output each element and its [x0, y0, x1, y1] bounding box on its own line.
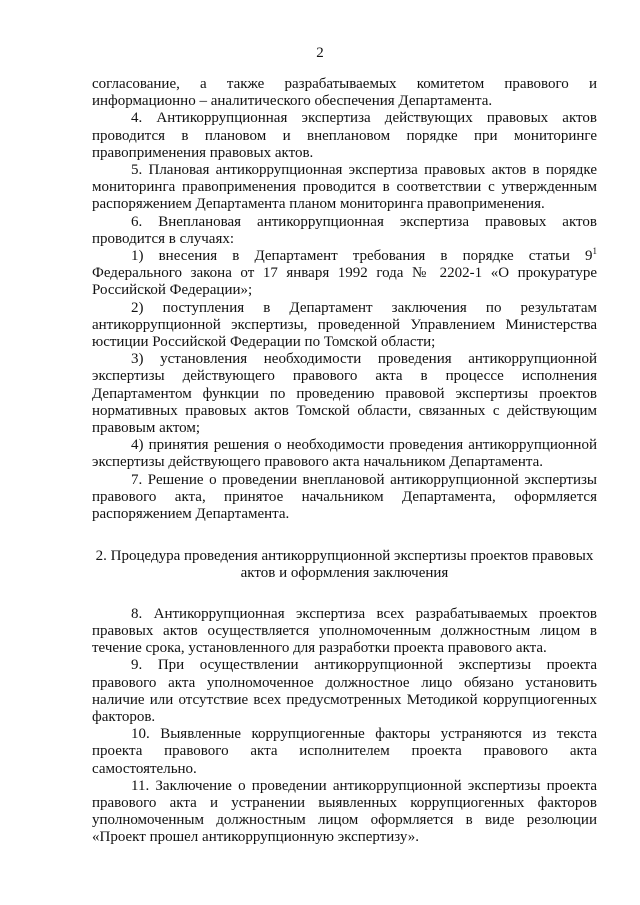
paragraph: 6. Внеплановая антикоррупционная экспертиза правовых актов проводится в случаях:	[92, 213, 597, 247]
page-number: 2	[316, 45, 324, 61]
section-heading-line: актов и оформления заключения	[240, 565, 449, 582]
paragraph: 3) установления необходимости проведения антикоррупционной экспертизы действующего правового акта в процессе исполнения Департаментом функции по проведению правовой экспертизы проектов нормативных правовых актов Томской области, связанных с действующим правовым актом;	[92, 351, 597, 437]
section-heading	[92, 548, 597, 582]
paragraph: 10. Выявленные коррупциогенные факторы устраняются из текста проекта правового акта исполнителем проекта правового акта самостоятельно.	[92, 726, 597, 777]
list-item-1	[92, 248, 597, 300]
paragraph: 4) принятия решения о необходимости проведения антикоррупционной экспертизы действующего правового акта начальником Департамента.	[92, 437, 597, 471]
list-item-1-text-b: Федерального закона от 17 января 1992 года № 2202-1 «О прокуратуре Российской Федерации»;	[92, 265, 597, 299]
document-body	[92, 76, 597, 847]
paragraph: 8. Антикоррупционная экспертиза всех разрабатываемых проектов правовых актов осуществляется уполномоченным должностным лицом в течение срока, установленного для разработки проекта правового акта.	[92, 605, 597, 657]
paragraph: 2) поступления в Департамент заключения по результатам антикоррупционной экспертизы, проведенной Управлением Министерства юстиции Российской Федерации по Томской области;	[92, 299, 597, 351]
paragraph: согласование, а также разрабатываемых комитетом правового и информационно – аналитического обеспечения Департамента.	[92, 76, 597, 110]
section-heading-line: 2. Процедура проведения антикоррупционной экспертизы проектов правовых	[95, 548, 594, 565]
paragraph-group-after	[92, 300, 597, 524]
paragraph: 9. При осуществлении антикоррупционной экспертизы проекта правового акта уполномоченное должностное лицо обязано установить наличие или отсутствие всех предусмотренных Методикой коррупциогенных факторов.	[92, 657, 597, 725]
paragraph: 4. Антикоррупционная экспертиза действующих правовых актов проводится в плановом и внеплановом порядке при мониторинге правоприменения правовых актов.	[92, 110, 597, 161]
paragraph: 7. Решение о проведении внеплановой антикоррупционной экспертизы правового акта, принятое начальником Департамента, оформляется распоряжением Департамента.	[92, 471, 597, 523]
paragraph-group-before	[92, 76, 597, 248]
section-paragraphs	[92, 606, 597, 847]
list-item-1-text-a: 1) внесения в Департамент требования в порядке статьи 9	[131, 248, 593, 265]
paragraph: 11. Заключение о проведении антикоррупционной экспертизы проекта правового акта и устранении выявленных коррупциогенных факторов уполномоченным должностным лицом оформляется в виде резолюции «Проект прошел антикоррупционную экспертизу».	[92, 777, 597, 846]
paragraph: 5. Плановая антикоррупционная экспертиза правовых актов в порядке мониторинга правоприменения проводится в соответствии с утвержденным распоряжением Департамента планом мониторинга правоприменения.	[92, 162, 597, 213]
superscript: 1	[592, 246, 597, 257]
